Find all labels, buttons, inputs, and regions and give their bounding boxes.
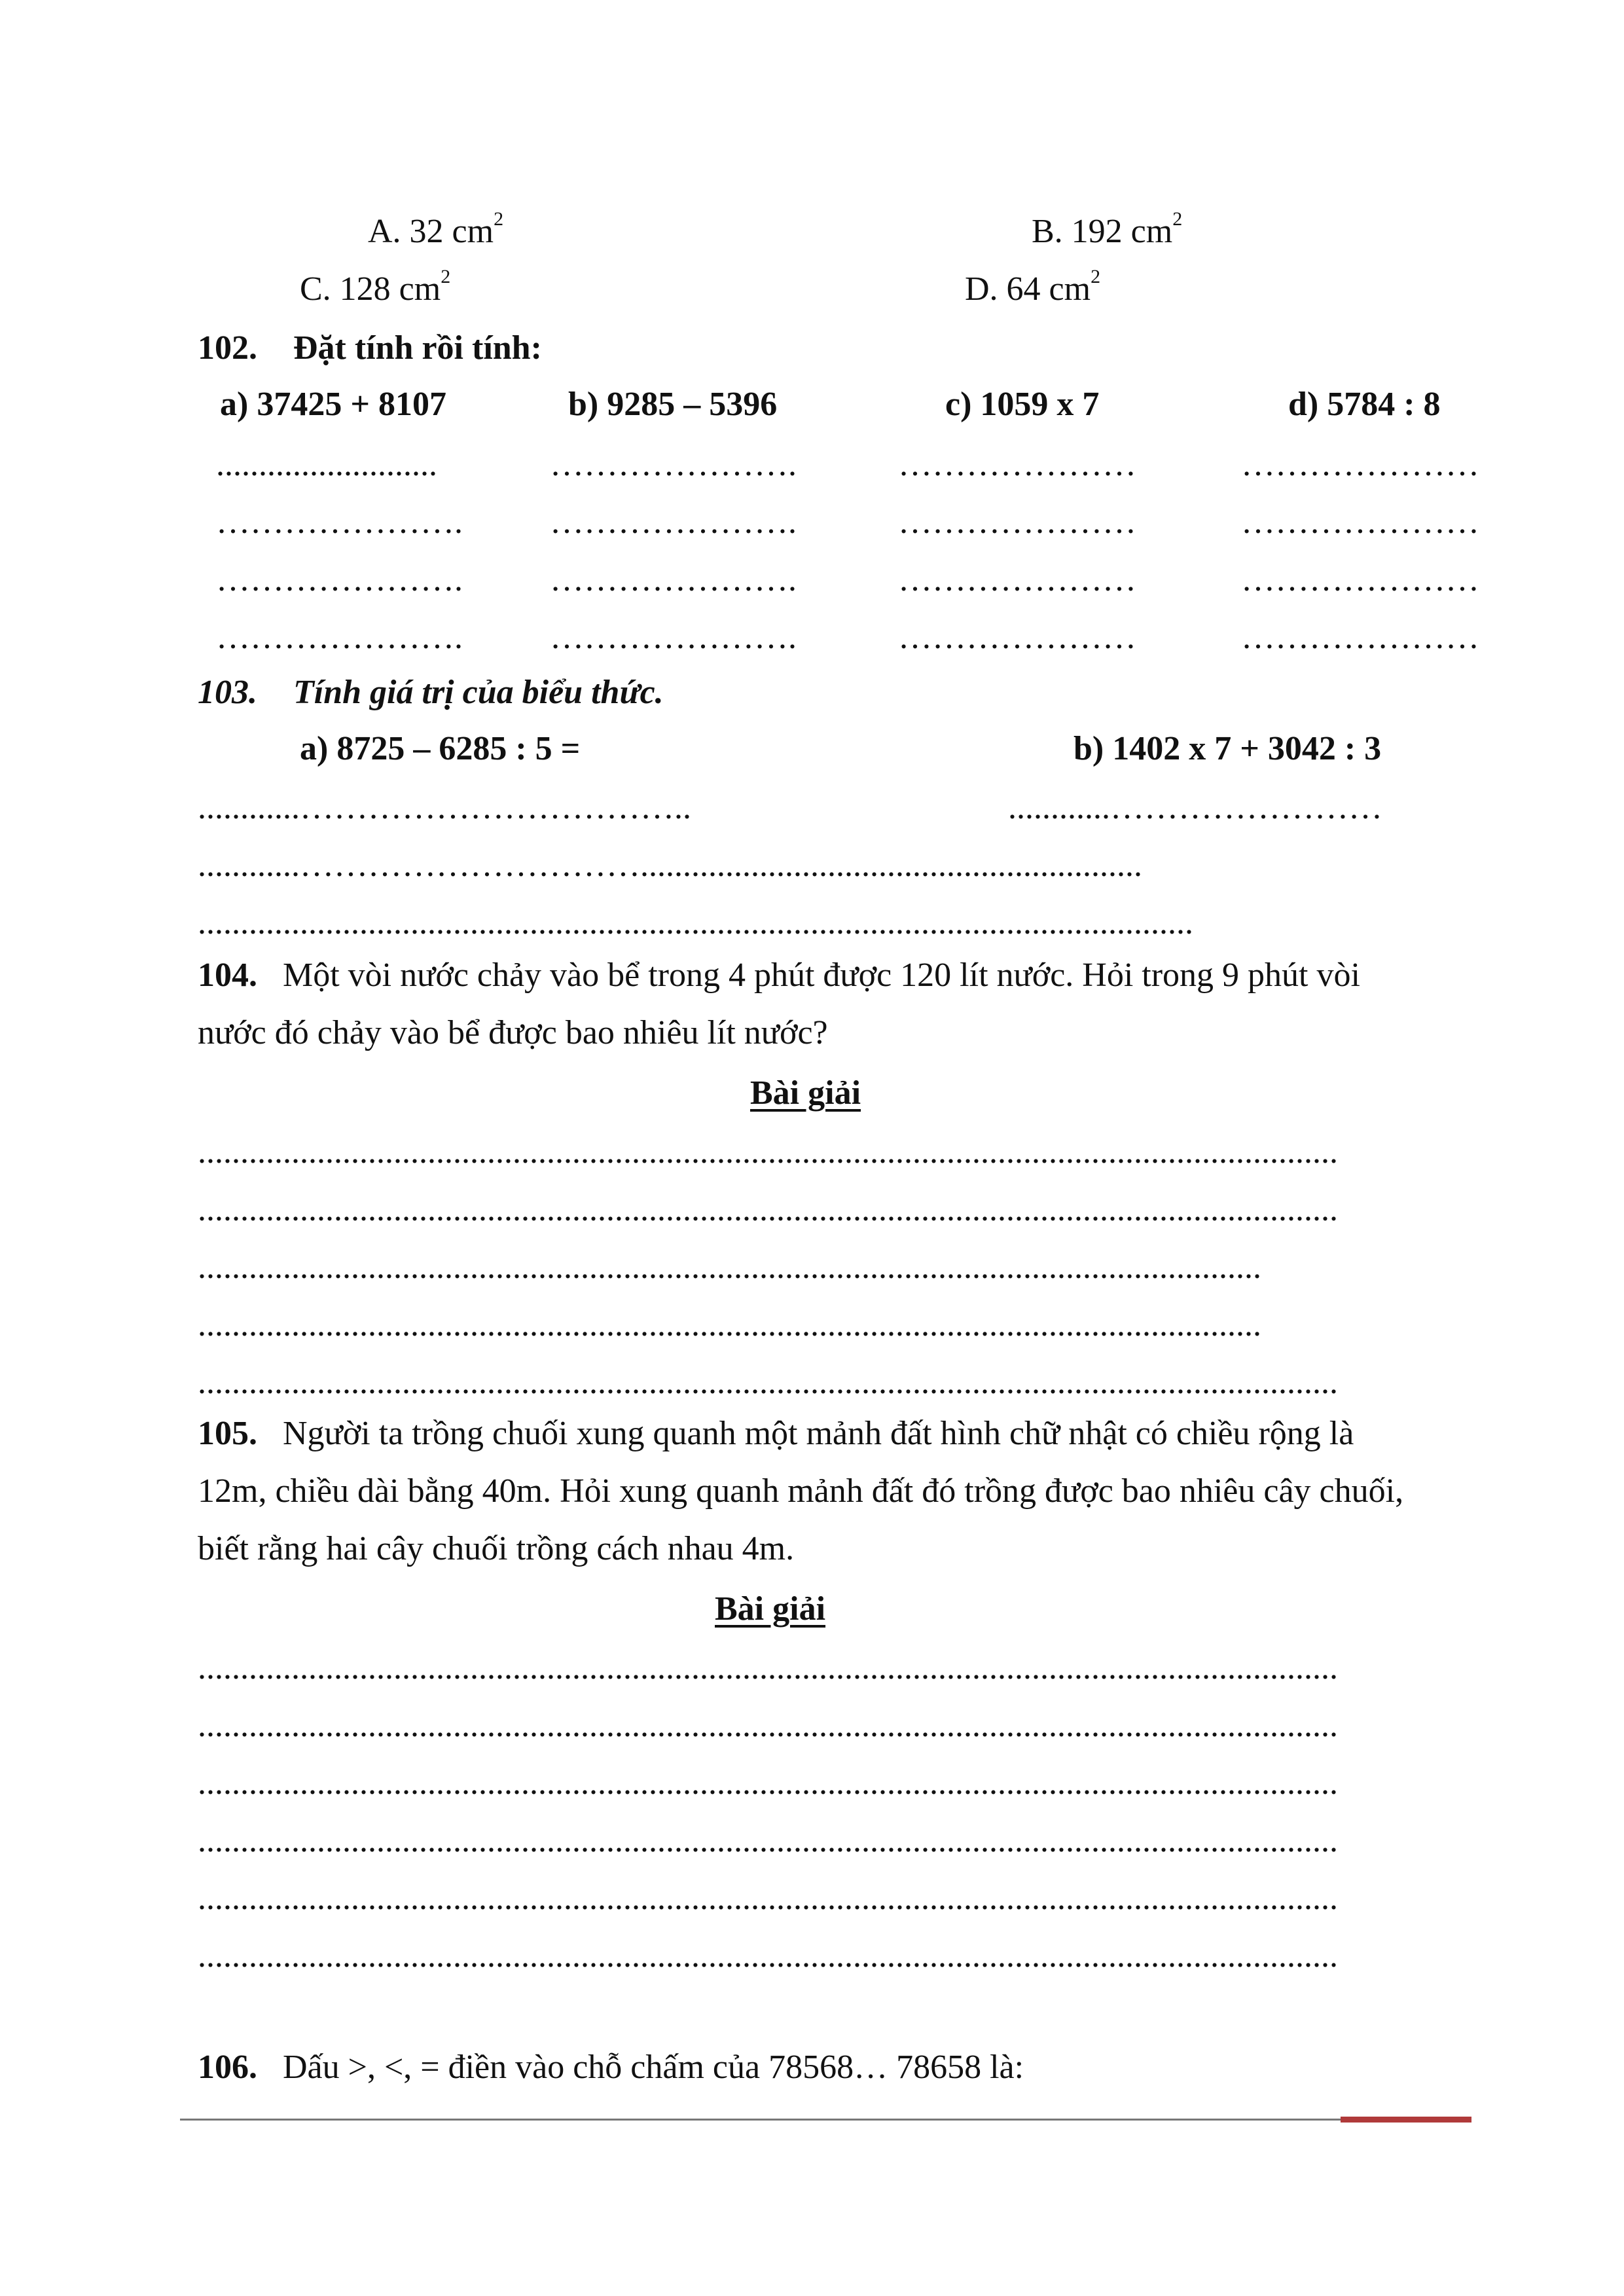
q104-problem bbox=[198, 947, 1428, 1062]
q103-answer-line-1-right: ............…………………… bbox=[1008, 791, 1382, 825]
q102-work-b-line-3: …………………. bbox=[550, 563, 797, 597]
q102-work-a-line-3: …………………. bbox=[216, 563, 463, 597]
option-a: A. 32 $cm^2$ bbox=[368, 208, 504, 250]
q105-answer-line-3: ...................................................................................................................................... bbox=[198, 1766, 1338, 1800]
footer-divider bbox=[180, 2119, 1342, 2121]
q105-answer-line-6: ...................................................................................................................................... bbox=[198, 1939, 1338, 1973]
q102-work-d-line-2: ………………… bbox=[1241, 505, 1479, 539]
q105-text: Người ta trồng chuối xung quanh một mảnh đất hình chữ nhật có chiều rộng là 12m, chiều dài bằng 40m. Hỏi xung quanh mảnh đất đó trồng được bao nhiêu cây chuối, biết rằng hai cây chuối trồng cách nhau 4m. bbox=[198, 1415, 1404, 1567]
q102-work-d-line-1: ………………… bbox=[1241, 448, 1479, 482]
q104-answer-line-1: ...................................................................................................................................... bbox=[198, 1135, 1338, 1169]
q106-problem bbox=[198, 2050, 1024, 2085]
q104-solution-label: Bài giải bbox=[750, 1074, 861, 1112]
q102-work-c-line-4: ………………… bbox=[898, 621, 1136, 655]
q106-number: 106. bbox=[198, 2049, 257, 2086]
q102-number: 102. bbox=[198, 329, 257, 367]
q102-work-a-line-1: .......................... bbox=[216, 448, 437, 482]
q104-answer-line-5: ...................................................................................................................................... bbox=[198, 1366, 1338, 1400]
q104-answer-line-3: ............................................................................................................................. bbox=[198, 1250, 1261, 1285]
option-b: B. 192 $cm^2$ bbox=[1032, 208, 1183, 250]
option-d: D. 64 $cm^2$ bbox=[965, 266, 1101, 308]
q102-title: Đặt tính rồi tính: bbox=[293, 329, 542, 367]
q102-work-c-line-3: ………………… bbox=[898, 563, 1136, 597]
q103-number: 103. bbox=[198, 674, 257, 711]
q102-work-c-line-2: ………………… bbox=[898, 505, 1136, 539]
footer-accent-bar bbox=[1341, 2117, 1471, 2123]
q102-item-a: a) 37425 + 8107 bbox=[220, 386, 446, 423]
q105-answer-line-5: ...................................................................................................................................... bbox=[198, 1882, 1338, 1916]
option-c: C. 128 $cm^2$ bbox=[300, 266, 451, 308]
q102-work-b-line-2: …………………. bbox=[550, 505, 797, 539]
q103-title: Tính giá trị của biểu thức. bbox=[293, 674, 664, 711]
q102-work-c-line-1: ………………… bbox=[898, 448, 1136, 482]
q104-answer-line-4: ............................................................................................................................. bbox=[198, 1308, 1261, 1342]
q102-work-b-line-4: …………………. bbox=[550, 621, 797, 655]
q103-item-a: a) 8725 – 6285 : 5 = bbox=[300, 730, 581, 767]
q102-item-d: d) 5784 : 8 bbox=[1288, 386, 1441, 423]
q103-answer-line-3: ..................................................................................................................... bbox=[198, 906, 1193, 940]
q105-number: 105. bbox=[198, 1415, 257, 1452]
q103-item-b: b) 1402 x 7 + 3042 : 3 bbox=[1074, 730, 1382, 767]
q105-answer-line-1: ...................................................................................................................................... bbox=[198, 1651, 1338, 1685]
q105-solution-label: Bài giải bbox=[715, 1590, 826, 1628]
q102-work-d-line-3: ………………… bbox=[1241, 563, 1479, 597]
q102-work-a-line-4: …………………. bbox=[216, 621, 463, 655]
q106-text: Dấu >, <, = điền vào chỗ chấm của 78568… 78658 là: bbox=[283, 2049, 1024, 2086]
q103-answer-line-1-left: ............…………………………….. bbox=[198, 791, 691, 825]
q105-answer-line-4: ...................................................................................................................................... bbox=[198, 1824, 1338, 1858]
q104-number: 104. bbox=[198, 957, 257, 994]
q105-problem bbox=[198, 1405, 1428, 1578]
q102-work-b-line-1: …………………. bbox=[550, 448, 797, 482]
q103-answer-line-2: ............…………………………........................................................... bbox=[198, 848, 1142, 883]
q105-answer-line-2: ...................................................................................................................................... bbox=[198, 1709, 1338, 1743]
q102-item-c: c) 1059 x 7 bbox=[945, 386, 1100, 423]
q102-work-a-line-2: …………………. bbox=[216, 505, 463, 539]
q104-text: Một vòi nước chảy vào bể trong 4 phút được 120 lít nước. Hỏi trong 9 phút vòi nước đó chảy vào bể được bao nhiêu lít nước? bbox=[198, 957, 1360, 1051]
q102-item-b: b) 9285 – 5396 bbox=[568, 386, 778, 423]
q104-answer-line-2: ...................................................................................................................................... bbox=[198, 1193, 1338, 1227]
q102-work-d-line-4: ………………… bbox=[1241, 621, 1479, 655]
